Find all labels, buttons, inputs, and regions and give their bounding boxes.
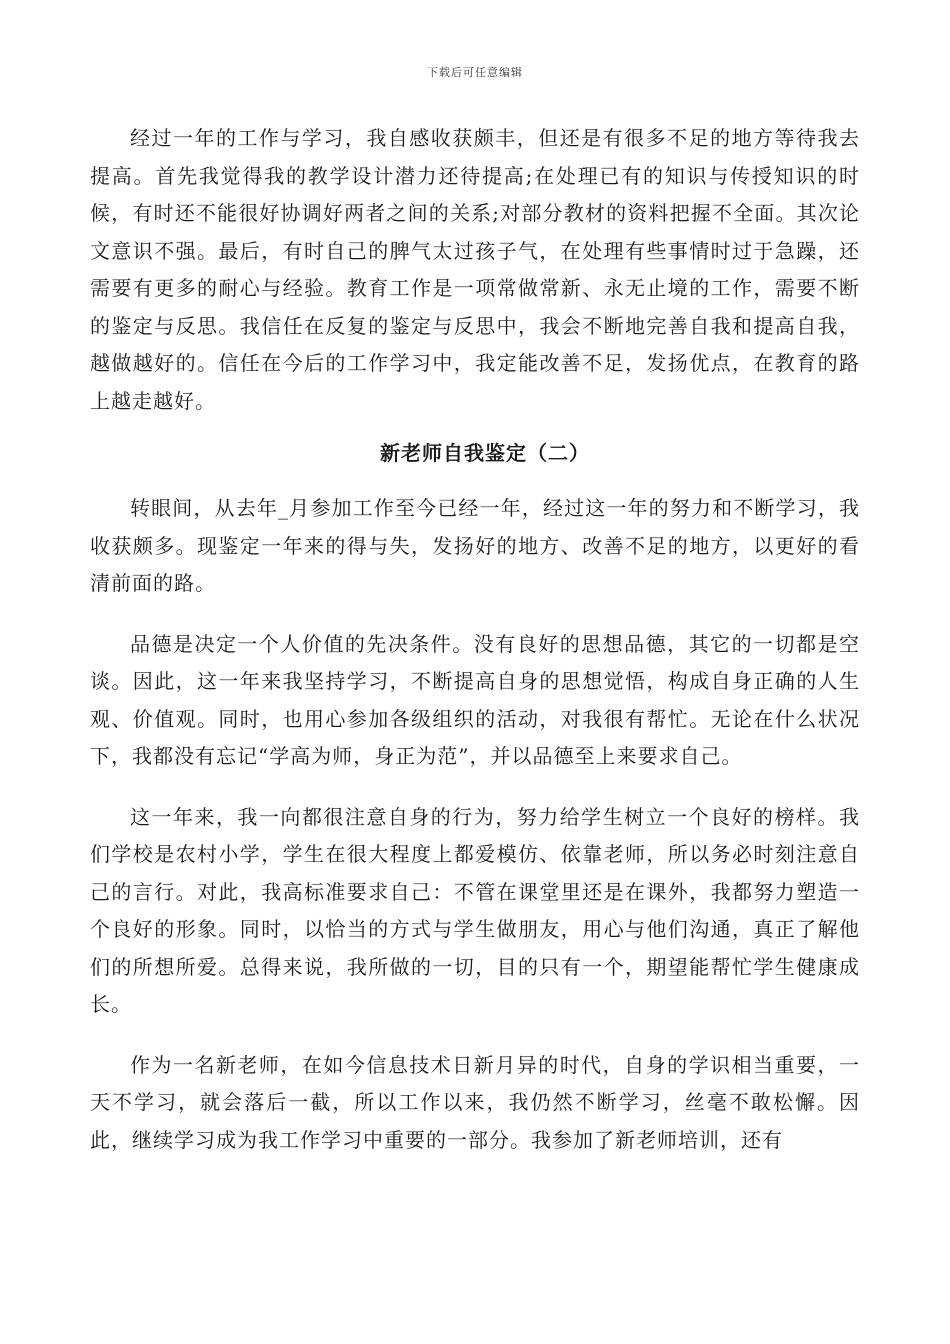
paragraph-1: 经过一年的工作与学习，我自感收获颇丰，但还是有很多不足的地方等待我去提高。首先我觉得我的教学设计潜力还待提高;在处理已有的知识与传授知识的时候，有时还不能很好协调好两者之间的关系;对部分教材的资料把握不全面。其次论文意识不强。最后，有时自己的脾气太过孩子气，在处理有些事情时过于急躁，还需要有更多的耐心与经验。教育工作是一项常做常新、永无止境的工作，需要不断的鉴定与反思。我信任在反复的鉴定与反思中，我会不断地完善自我和提高自我，越做越好的。信任在今后的工作学习中，我定能改善不足，发扬优点，在教育的路上越走越好。 (90, 126, 860, 413)
header-note: 下载后可任意编辑 (427, 66, 523, 79)
paragraph-4: 这一年来，我一向都很注意自身的行为，努力给学生树立一个良好的榜样。我们学校是农村小学，学生在很大程度上都爱模仿、依靠老师，所以务必时刻注意自己的言行。对此，我高标准要求自己：不管在课堂里还是在课外，我都努力塑造一个良好的形象。同时，以恰当的方式与学生做朋友，用心与他们沟通，真正了解他们的所想所爱。总得来说，我所做的一切，目的只有一个，期望能帮忙学生健康成长。 (90, 804, 860, 1016)
section-title: 新老师自我鉴定（二） (380, 441, 590, 465)
paragraph-2: 转眼间，从去年_月参加工作至今已经一年，经过这一年的努力和不断学习，我收获颇多。现鉴定一年来的得与失，发扬好的地方、改善不足的地方，以更好的看清前面的路。 (90, 496, 860, 595)
paragraph-5: 作为一名新老师，在如今信息技术日新月异的时代，自身的学识相当重要，一天不学习，就会落后一截，所以工作以来，我仍然不断学习，丝毫不敢松懈。因此，继续学习成为我工作学习中重要的一部分。我参加了新老师培训，还有 (90, 1052, 860, 1152)
document-body (90, 120, 860, 1159)
paragraph-3: 品德是决定一个人价值的先决条件。没有良好的思想品德，其它的一切都是空谈。因此，这一年来我坚持学习，不断提高自身的思想觉悟，构成自身正确的人生观、价值观。同时，也用心参加各级组织的活动，对我很有帮忙。无论在什么状况下，我都没有忘记“学高为师，身正为范”，并以品德至上来要求自己。 (90, 631, 860, 768)
